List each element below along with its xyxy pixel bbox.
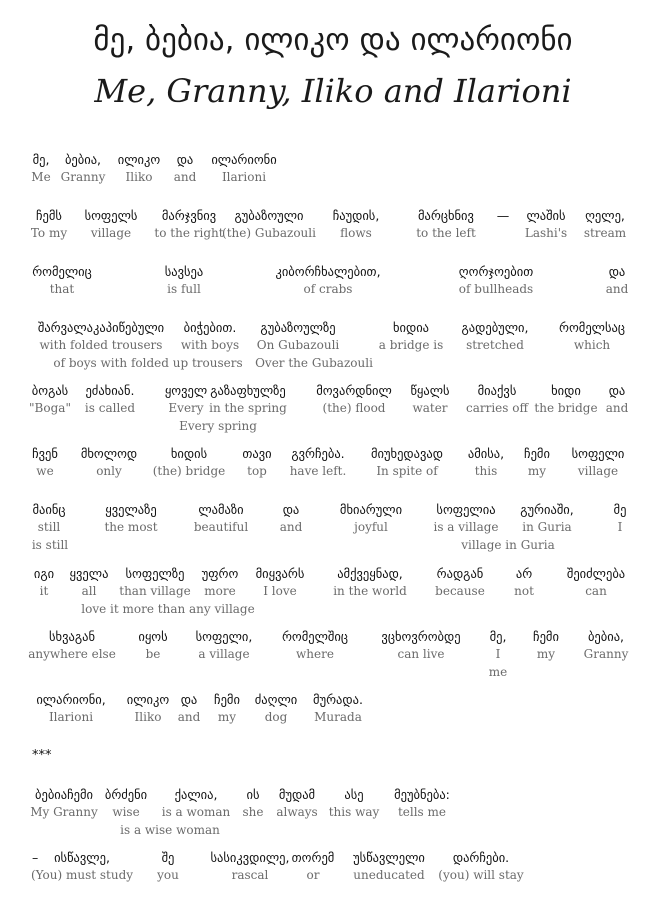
- english-gloss: in Guria: [522, 520, 572, 534]
- georgian-word: ყველა: [69, 566, 109, 581]
- word-gloss-pair: [85, 383, 135, 416]
- georgian-word: სოფელია: [436, 502, 496, 517]
- georgian-word: სხვაგან: [49, 629, 95, 644]
- word-gloss-pair: [533, 629, 559, 662]
- word-gloss-pair: [333, 208, 380, 241]
- english-gloss: to the left: [416, 226, 476, 240]
- word-gloss-pair: [567, 566, 625, 599]
- georgian-word: გურიაში,: [520, 502, 574, 517]
- english-gloss: only: [96, 464, 122, 478]
- word-gloss-pair: [32, 264, 92, 297]
- word-gloss-pair: [157, 850, 179, 883]
- english-gloss: in the world: [333, 584, 407, 598]
- georgian-word: და: [608, 383, 626, 398]
- english-gloss: my: [217, 710, 237, 724]
- word-gloss-pair: [525, 208, 567, 241]
- georgian-word: გუბაზოულზე: [260, 320, 336, 335]
- word-gloss-pair: [371, 446, 443, 479]
- word-gloss-pair: [606, 264, 629, 297]
- georgian-word: მე,: [489, 629, 507, 644]
- word-gloss-pair: [394, 787, 450, 820]
- georgian-word: შე: [161, 850, 175, 865]
- georgian-word: ბიჭებით.: [183, 320, 237, 335]
- english-gloss: always: [276, 805, 318, 819]
- english-gloss: of crabs: [303, 282, 353, 296]
- georgian-word: ამისა,: [467, 446, 505, 461]
- georgian-word: დარჩები.: [452, 850, 510, 865]
- word-gloss-pair: [313, 692, 363, 725]
- english-gloss: a bridge is: [378, 338, 444, 352]
- word-gloss-pair: [34, 566, 54, 599]
- english-gloss: with boys: [180, 338, 240, 352]
- georgian-word: რადგან: [436, 566, 484, 581]
- georgian-word: ჩემი: [214, 692, 240, 707]
- word-gloss-pair: [433, 502, 498, 535]
- english-gloss: Lashi's: [524, 226, 568, 240]
- english-gloss: (the) Gubazouli: [222, 226, 316, 240]
- english-gloss: dog: [264, 710, 288, 724]
- english-gloss: the bridge: [534, 401, 598, 415]
- word-gloss-pair: [459, 264, 533, 297]
- english-gloss: this: [474, 464, 498, 478]
- english-gloss: not: [514, 584, 534, 598]
- english-gloss: anywhere else: [28, 647, 116, 661]
- english-gloss: I love: [263, 584, 297, 598]
- georgian-word: მუდამ: [278, 787, 316, 802]
- word-gloss-pair: [381, 629, 460, 662]
- georgian-word: სოფელი,: [195, 629, 253, 644]
- word-gloss-pair: [416, 208, 476, 241]
- word-gloss-pair: [105, 787, 147, 820]
- georgian-word: ჩემი: [533, 629, 559, 644]
- georgian-word: ჩვენ: [32, 446, 58, 461]
- phrase-translation: Every spring: [179, 419, 257, 433]
- english-gloss: (You) must study: [30, 868, 134, 882]
- word-gloss-pair: [243, 787, 264, 820]
- english-gloss: more: [204, 584, 236, 598]
- word-gloss-pair: [138, 629, 167, 662]
- word-gloss-pair: [559, 320, 625, 353]
- word-gloss-pair: [410, 383, 449, 416]
- word-gloss-pair: [438, 850, 523, 883]
- english-gloss: joyful: [354, 520, 388, 534]
- english-gloss: to the right: [154, 226, 224, 240]
- word-gloss-pair: [104, 502, 157, 535]
- word-gloss-pair: [85, 208, 138, 241]
- georgian-word: წყალს: [410, 383, 450, 398]
- phrase-translation: is a wise woman: [120, 823, 220, 837]
- english-gloss: "Boga": [29, 401, 71, 415]
- english-gloss: (you) will stay: [438, 868, 524, 882]
- english-gloss: than village: [119, 584, 191, 598]
- georgian-word: გადებული,: [461, 320, 529, 335]
- english-gloss: carries off: [465, 401, 529, 415]
- georgian-word: უფრო: [201, 566, 239, 581]
- georgian-word: სოფელს: [84, 208, 138, 223]
- word-gloss-pair: [36, 692, 105, 725]
- georgian-word: მურადა.: [313, 692, 363, 707]
- english-gloss: because: [435, 584, 485, 598]
- georgian-word: რომელიც: [32, 264, 92, 279]
- word-gloss-pair: [280, 502, 303, 535]
- english-gloss: stream: [583, 226, 627, 240]
- georgian-word: სოფელზე: [125, 566, 185, 581]
- word-gloss-pair: [524, 446, 550, 479]
- english-gloss: a village: [198, 647, 250, 661]
- georgian-word: —: [496, 208, 510, 223]
- georgian-word: ვცხოვრობდე: [381, 629, 461, 644]
- georgian-word: გუბაზოული: [234, 208, 304, 223]
- georgian-word: თავი: [242, 446, 272, 461]
- english-gloss: of bullheads: [458, 282, 534, 296]
- english-gloss: is a village: [433, 520, 499, 534]
- english-gloss: is called: [84, 401, 136, 415]
- georgian-word: მე,: [32, 152, 50, 167]
- english-gloss: My Granny: [30, 805, 98, 819]
- word-gloss-pair: [29, 383, 71, 416]
- word-gloss-pair: [257, 320, 339, 353]
- georgian-word: ბებია,: [587, 629, 625, 644]
- georgian-word: ხიდი: [551, 383, 581, 398]
- georgian-word: ბრძენი: [104, 787, 148, 802]
- georgian-word: რომელსაც: [559, 320, 625, 335]
- georgian-word: ეძახიან.: [85, 383, 135, 398]
- georgian-word: ილარიონი,: [36, 692, 106, 707]
- georgian-word: ჩემი: [524, 446, 550, 461]
- english-gloss: Me: [31, 170, 51, 184]
- georgian-word: მხოლოდ: [80, 446, 138, 461]
- georgian-word: ილარიონი: [211, 152, 277, 167]
- georgian-word: სავსეა: [164, 264, 204, 279]
- english-gloss: stretched: [466, 338, 524, 352]
- word-gloss-pair: [468, 446, 504, 479]
- georgian-word: ძაღლი: [254, 692, 298, 707]
- word-gloss-pair: [466, 383, 528, 416]
- word-gloss-pair: [214, 692, 240, 725]
- word-gloss-pair: [379, 320, 444, 353]
- word-gloss-pair: [497, 208, 510, 226]
- english-gloss: Ilarioni: [221, 170, 267, 184]
- word-gloss-pair: [584, 208, 626, 241]
- english-gloss: Every: [168, 401, 204, 415]
- georgian-word: მხიარული: [339, 502, 403, 517]
- english-gloss: still: [37, 520, 61, 534]
- english-gloss: all: [81, 584, 97, 598]
- word-gloss-pair: [174, 152, 197, 185]
- word-gloss-pair: [153, 446, 226, 479]
- english-gloss: and: [605, 282, 629, 296]
- word-gloss-pair: [275, 264, 380, 297]
- georgian-word: ღორჯოებით: [458, 264, 534, 279]
- english-gloss: and: [605, 401, 629, 415]
- english-gloss: Iliko: [134, 710, 162, 724]
- word-gloss-pair: [614, 502, 627, 535]
- word-gloss-pair: [534, 383, 597, 416]
- georgian-word: ის: [246, 787, 260, 802]
- english-gloss: we: [36, 464, 54, 478]
- english-gloss: can live: [397, 647, 445, 661]
- english-gloss: that: [49, 282, 75, 296]
- english-gloss: In spite of: [376, 464, 438, 478]
- georgian-word: ისწავლე,: [54, 850, 110, 865]
- georgian-word: მიუხედავად: [371, 446, 443, 461]
- georgian-word: ბებიაჩემი: [35, 787, 93, 802]
- word-gloss-pair: [118, 152, 160, 185]
- english-gloss: rascal: [231, 868, 269, 882]
- georgian-word: ილიკო: [117, 152, 161, 167]
- georgian-word: რომელშიც: [281, 629, 349, 644]
- word-gloss-pair: [435, 566, 485, 599]
- phrase-translation: me: [488, 665, 508, 679]
- word-gloss-pair: [211, 850, 290, 883]
- georgian-word: და: [608, 264, 626, 279]
- phrase-translation: village in Guria: [461, 538, 555, 552]
- word-gloss-pair: [290, 446, 347, 479]
- word-gloss-pair: [127, 692, 169, 725]
- english-gloss: top: [247, 464, 267, 478]
- english-gloss: flows: [340, 226, 372, 240]
- word-gloss-pair: [292, 850, 335, 883]
- english-gloss: with folded trousers: [39, 338, 163, 352]
- english-gloss: the most: [104, 520, 158, 534]
- word-gloss-pair: [32, 502, 65, 535]
- english-gloss: my: [527, 464, 547, 478]
- english-gloss: Ilarioni: [48, 710, 94, 724]
- english-gloss: can: [585, 584, 607, 598]
- word-gloss-pair: [329, 787, 380, 820]
- english-gloss: Granny: [60, 170, 106, 184]
- georgian-word: უსწავლელი: [353, 850, 425, 865]
- english-gloss: Iliko: [125, 170, 153, 184]
- georgian-word: ჩაუდის,: [332, 208, 380, 223]
- georgian-word: გვრჩება.: [291, 446, 345, 461]
- english-gloss: which: [573, 338, 611, 352]
- word-gloss-pair: [154, 208, 223, 241]
- georgian-word: ჩემს: [36, 208, 62, 223]
- word-gloss-pair: [30, 787, 98, 820]
- word-gloss-pair: [282, 629, 348, 662]
- georgian-word: იგი: [33, 566, 55, 581]
- georgian-word: მიყვარს: [255, 566, 305, 581]
- word-gloss-pair: [31, 208, 67, 241]
- english-gloss: is a woman: [161, 805, 231, 819]
- dash-marker: –: [32, 850, 39, 865]
- word-gloss-pair: [333, 566, 407, 599]
- english-gloss: On Gubazouli: [256, 338, 340, 352]
- english-gloss: it: [39, 584, 49, 598]
- word-gloss-pair: [520, 502, 573, 535]
- georgian-word: ყოველ: [164, 383, 208, 398]
- word-gloss-pair: [256, 566, 305, 599]
- english-gloss: have left.: [289, 464, 347, 478]
- georgian-word: მაინც: [32, 502, 66, 517]
- georgian-word: მოვარდნილ: [316, 383, 392, 398]
- word-gloss-pair: [162, 787, 231, 820]
- word-gloss-pair: [584, 629, 629, 662]
- english-gloss: water: [412, 401, 448, 415]
- english-gloss: you: [157, 868, 179, 882]
- word-gloss-pair: [222, 208, 316, 241]
- word-gloss-pair: [178, 692, 201, 725]
- word-gloss-pair: [81, 446, 137, 479]
- english-gloss: in the spring: [209, 401, 287, 415]
- word-gloss-pair: [572, 446, 625, 479]
- georgian-word: მარცხნივ: [418, 208, 474, 223]
- english-gloss: and: [173, 170, 197, 184]
- word-gloss-pair: [514, 566, 534, 599]
- georgian-word: ქალია,: [174, 787, 218, 802]
- english-gloss: and: [279, 520, 303, 534]
- georgian-word: და: [282, 502, 300, 517]
- word-gloss-pair: [462, 320, 529, 353]
- georgian-word: შეიძლება: [566, 566, 626, 581]
- english-gloss: (the) flood: [322, 401, 386, 415]
- georgian-word: გაზაფხულზე: [210, 383, 286, 398]
- word-gloss-pair: [165, 264, 204, 297]
- english-gloss: To my: [30, 226, 68, 240]
- word-gloss-pair: [31, 850, 133, 883]
- word-gloss-pair: [209, 383, 287, 416]
- word-gloss-pair: [32, 446, 58, 479]
- word-gloss-pair: [70, 566, 109, 599]
- english-gloss: where: [296, 647, 334, 661]
- word-gloss-pair: [242, 446, 271, 479]
- english-gloss: (the) bridge: [152, 464, 226, 478]
- english-gloss: village: [577, 464, 619, 478]
- english-gloss: I: [495, 647, 501, 661]
- english-gloss: is full: [167, 282, 201, 296]
- georgian-word: ხიდის: [170, 446, 208, 461]
- english-gloss: tells me: [397, 805, 447, 819]
- georgian-word: იყოს: [138, 629, 168, 644]
- english-gloss: my: [536, 647, 556, 661]
- english-gloss: or: [306, 868, 320, 882]
- title-english: Me, Granny, Iliko and Ilarioni: [94, 72, 572, 110]
- georgian-word: ხიდია: [392, 320, 430, 335]
- word-gloss-pair: [353, 850, 425, 883]
- english-gloss: and: [177, 710, 201, 724]
- word-gloss-pair: [196, 629, 253, 662]
- section-separator: ***: [32, 748, 52, 763]
- georgian-word: მეუბნება:: [394, 787, 450, 802]
- word-gloss-pair: [316, 383, 392, 416]
- georgian-word: ასე: [344, 787, 364, 802]
- georgian-word: არ: [515, 566, 533, 581]
- georgian-word: სოფელი: [571, 446, 625, 461]
- phrase-translation: love it more than any village: [81, 602, 255, 616]
- word-gloss-pair: [119, 566, 190, 599]
- georgian-word: და: [180, 692, 198, 707]
- georgian-word: და: [176, 152, 194, 167]
- word-gloss-pair: [38, 320, 164, 353]
- word-gloss-pair: [340, 502, 402, 535]
- georgian-word: შარვალაკაპიწებული: [37, 320, 165, 335]
- english-gloss: this way: [328, 805, 380, 819]
- georgian-word: თორემ: [291, 850, 335, 865]
- english-gloss: Granny: [583, 647, 629, 661]
- word-gloss-pair: [61, 152, 106, 185]
- english-gloss: village: [90, 226, 132, 240]
- georgian-word: ბებია,: [64, 152, 102, 167]
- english-gloss: she: [242, 805, 264, 819]
- english-gloss: uneducated: [353, 868, 425, 882]
- english-gloss: be: [145, 647, 161, 661]
- english-gloss: wise: [112, 805, 140, 819]
- title-georgian: მე, ბებია, ილიკო და ილარიონი: [93, 22, 573, 58]
- georgian-word: კიბორჩხალებით,: [275, 264, 381, 279]
- phrase-translation: is still: [31, 538, 69, 552]
- georgian-word: ყველაზე: [105, 502, 157, 517]
- georgian-word: ლამაზი: [198, 502, 244, 517]
- word-gloss-pair: [490, 629, 507, 662]
- georgian-word: ბოგას: [31, 383, 69, 398]
- phrase-translation: of boys with folded up trousers: [53, 356, 243, 370]
- georgian-word: სასიკვდილე,: [210, 850, 290, 865]
- georgian-word: მარჯვნივ: [161, 208, 217, 223]
- georgian-word: ამქვეყნად,: [337, 566, 403, 581]
- word-gloss-pair: [31, 152, 50, 185]
- phrase-translation: Over the Gubazouli: [255, 356, 373, 370]
- georgian-word: ლაშის: [526, 208, 566, 223]
- word-gloss-pair: [181, 320, 239, 353]
- georgian-word: მიაქვს: [477, 383, 517, 398]
- georgian-word: ღელე,: [585, 208, 625, 223]
- georgian-word: მე: [613, 502, 627, 517]
- georgian-word: ილიკო: [126, 692, 170, 707]
- word-gloss-pair: [194, 502, 248, 535]
- word-gloss-pair: [28, 629, 116, 662]
- word-gloss-pair: [276, 787, 317, 820]
- english-gloss: I: [617, 520, 623, 534]
- word-gloss-pair: [255, 692, 297, 725]
- word-gloss-pair: [165, 383, 207, 416]
- english-gloss: beautiful: [193, 520, 249, 534]
- word-gloss-pair: [202, 566, 239, 599]
- word-gloss-pair: [211, 152, 276, 185]
- english-gloss: Murada: [314, 710, 362, 724]
- word-gloss-pair: [606, 383, 629, 416]
